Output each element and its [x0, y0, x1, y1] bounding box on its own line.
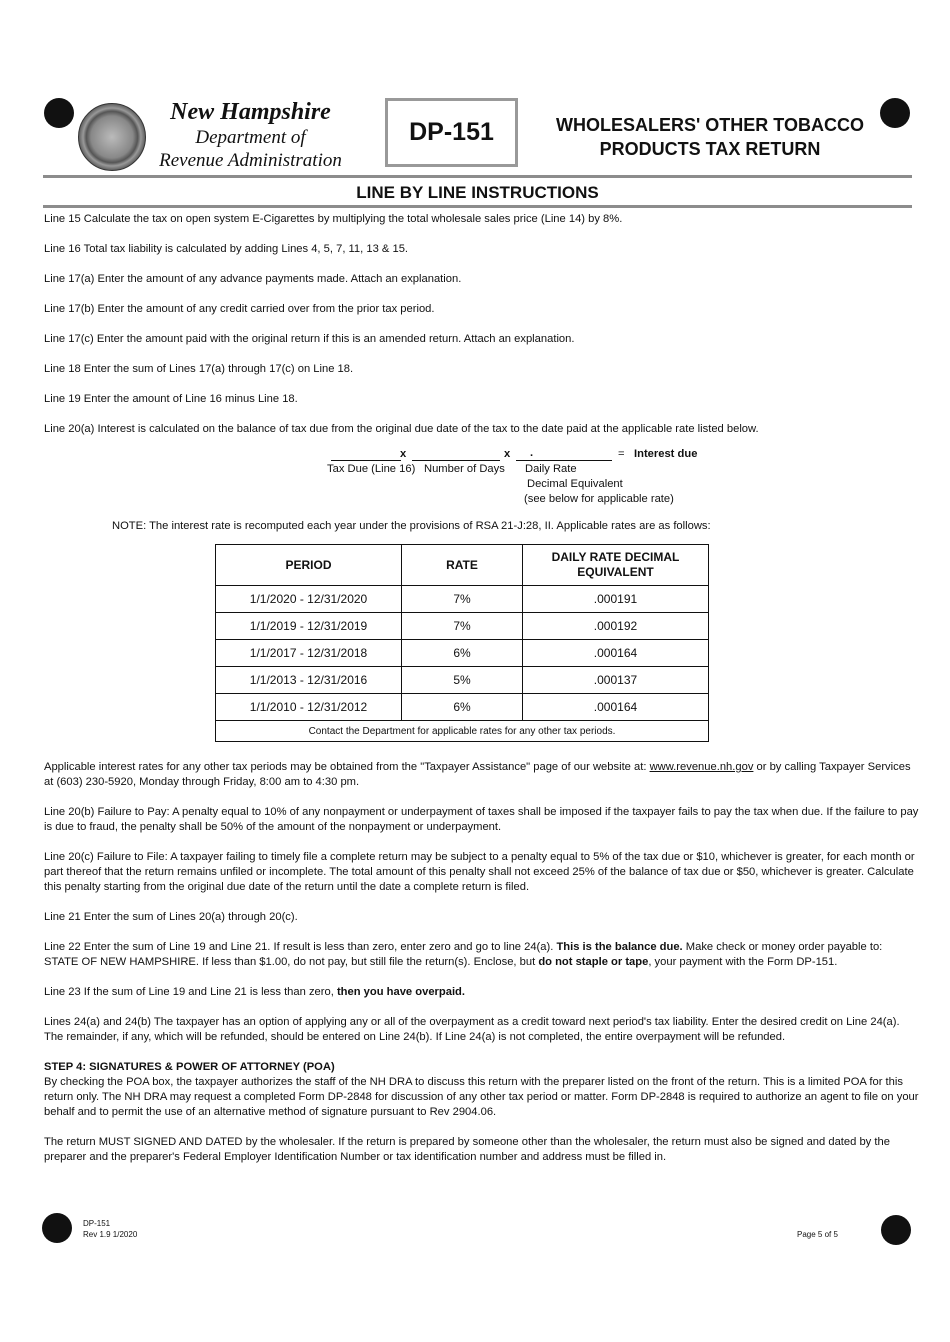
form-number: DP-151 [409, 118, 494, 146]
form-title [545, 113, 875, 161]
applicable-rate-label: (see below for applicable rate) [524, 493, 674, 505]
interest-rate-note: NOTE: The interest rate is recomputed each year under the provisions of RSA 21-J:28, II. Applicable rates are as follows: [112, 520, 711, 532]
section-title: LINE BY LINE INSTRUCTIONS [356, 183, 599, 202]
daily-rate-label: Daily Rate [525, 463, 577, 475]
instruction-line-18: Line 18 Enter the sum of Lines 17(a) through 17(c) on Line 18. [44, 363, 354, 375]
form-number-box [385, 98, 518, 167]
footer-form-info [83, 1218, 137, 1240]
column-header-rate: RATE [402, 545, 523, 586]
instruction-line-15: Line 15 Calculate the tax on open system E-Cigarettes by multiplying the total wholesale sales price (Line 14) by 8%. [44, 213, 623, 225]
equals-sign: = [618, 448, 625, 460]
table-row [216, 667, 709, 694]
applicable-rates-paragraph [44, 760, 919, 790]
line-23-text: Line 23 If the sum of Line 19 and Line 21 is less than zero, [44, 986, 337, 998]
table-row [216, 586, 709, 613]
website-link[interactable]: www.revenue.nh.gov [649, 761, 754, 773]
period-cell: 1/1/2017 - 12/31/2018 [216, 640, 402, 667]
registration-mark-bottom-left [42, 1213, 72, 1243]
instruction-line-20a: Line 20(a) Interest is calculated on the balance of tax due from the original due date of the tax to the date paid at the applicable rate listed below. [44, 423, 759, 435]
instructions-body [44, 212, 919, 1165]
instruction-line-20c: Line 20(c) Failure to File: A taxpayer failing to timely file a complete return may be subject to a penalty equal to 5% of the tax due or $10, whichever is greater, for each month or part thereof that the return remains unfiled or incomplete. The total amount of this penalty shall not exceed 25% of the balance of tax due or $50, whichever is greater. Calculate this penalty starting from the original due date of the return until the date a complete return is filed. [44, 851, 915, 893]
balance-due-emphasis: This is the balance due. [556, 941, 683, 953]
daily-rate-cell: .000137 [523, 667, 709, 694]
step-4-heading: STEP 4: SIGNATURES & POWER OF ATTORNEY (POA) [44, 1061, 335, 1073]
no-staple-emphasis: do not staple or tape [538, 956, 649, 968]
registration-mark-top-left [44, 98, 74, 128]
rate-table-header-row [216, 545, 709, 586]
line-22-text-3: , your payment with the Form DP-151. [648, 956, 838, 968]
period-cell: 1/1/2010 - 12/31/2012 [216, 694, 402, 721]
days-blank [412, 448, 500, 461]
period-cell: 1/1/2020 - 12/31/2020 [216, 586, 402, 613]
state-name: New Hampshire [170, 99, 331, 125]
instruction-line-22 [44, 940, 919, 970]
instruction-line-23 [44, 985, 919, 1000]
overpaid-emphasis: then you have overpaid. [336, 986, 466, 998]
rate-cell: 7% [402, 586, 523, 613]
daily-rate-cell: .000191 [523, 586, 709, 613]
footer-form-number: DP-151 [83, 1219, 111, 1228]
decimal-equivalent-label: Decimal Equivalent [527, 478, 623, 490]
line-22-text-2: Make check or money order payable to: STATE OF NEW HAMPSHIRE. If less than $1.00, do not pay, but still file the return(s). Enclose, but [44, 941, 883, 968]
registration-mark-top-right [880, 98, 910, 128]
interest-rate-table [215, 544, 709, 742]
instruction-line-17b: Line 17(b) Enter the amount of any credit carried over from the prior tax period. [44, 303, 435, 315]
department-name [148, 98, 353, 172]
footer-revision: Rev 1.9 1/2020 [83, 1230, 138, 1239]
instruction-line-17c: Line 17(c) Enter the amount paid with the original return if this is an amended return. Attach an explanation. [44, 333, 575, 345]
instruction-line-20b: Line 20(b) Failure to Pay: A penalty equal to 10% of any nonpayment or underpayment of taxes shall be imposed if the taxpayer fails to pay the tax when due. If the failure to pay is due to fraud, the penalty shall be 50% of the amount of the nonpayment or underpayment. [44, 806, 919, 833]
rate-cell: 6% [402, 640, 523, 667]
column-header-daily-rate: DAILY RATE DECIMAL EQUIVALENT [523, 545, 709, 586]
instruction-line-17a: Line 17(a) Enter the amount of any advance payments made. Attach an explanation. [44, 273, 462, 285]
instruction-line-21: Line 21 Enter the sum of Lines 20(a) through 20(c). [44, 911, 298, 923]
rate-cell: 6% [402, 694, 523, 721]
table-row [216, 640, 709, 667]
dept-line-1: Department of [195, 127, 306, 148]
tax-due-label: Tax Due (Line 16) [327, 463, 416, 475]
table-row [216, 613, 709, 640]
rate-cell: 7% [402, 613, 523, 640]
rate-cell: 5% [402, 667, 523, 694]
interest-formula [44, 445, 919, 515]
applicable-rates-text-end: or by calling Taxpayer Services at (603) 230-5920, Monday through Friday, 8:00 am to 4:30 pm. [44, 761, 911, 788]
registration-mark-bottom-right [881, 1215, 911, 1245]
instruction-line-16: Line 16 Total tax liability is calculated by adding Lines 4, 5, 7, 11, 13 & 15. [44, 243, 409, 255]
instruction-line-19: Line 19 Enter the amount of Line 16 minus Line 18. [44, 393, 298, 405]
days-label: Number of Days [424, 463, 505, 475]
instruction-lines-24: Lines 24(a) and 24(b) The taxpayer has an option of applying any or all of the overpayment as a credit toward next period's tax liability. Enter the desired credit on Line 24(a). The remainder, if any, which will be refunded, should be entered on Line 24(b). If Line 24(a) is not completed, the entire overpayment will be refunded. [44, 1016, 900, 1043]
section-divider [43, 205, 912, 208]
period-cell: 1/1/2013 - 12/31/2016 [216, 667, 402, 694]
table-row [216, 694, 709, 721]
signature-requirements: The return MUST SIGNED AND DATED by the wholesaler. If the return is prepared by someone other than the wholesaler, the return must also be signed and dated by the preparer and the preparer's Federal Employer Identification Number or tax identification number and address must be filled in. [44, 1136, 890, 1163]
multiply-sign-2: x [504, 448, 511, 460]
period-cell: 1/1/2019 - 12/31/2019 [216, 613, 402, 640]
daily-rate-cell: .000192 [523, 613, 709, 640]
form-title-line-2: PRODUCTS TAX RETURN [599, 139, 821, 159]
applicable-rates-text: Applicable interest rates for any other tax periods may be obtained from the "Taxpayer Assistance" page of our website at: [44, 761, 650, 773]
form-title-line-1: WHOLESALERS' OTHER TOBACCO [556, 115, 864, 135]
daily-rate-cell: .000164 [523, 640, 709, 667]
line-22-text: Line 22 Enter the sum of Line 19 and Line 21. If result is less than zero, enter zero and go to line 24(a). [44, 941, 557, 953]
multiply-sign-1: x [400, 448, 407, 460]
state-seal [78, 103, 146, 171]
decimal-point: . [530, 447, 534, 459]
column-header-period: PERIOD [216, 545, 402, 586]
dept-line-2: Revenue Administration [159, 150, 342, 171]
tax-due-blank [331, 448, 401, 461]
interest-due-label: Interest due [634, 448, 698, 460]
step-4-body: By checking the POA box, the taxpayer authorizes the staff of the NH DRA to discuss this return with the preparer listed on the front of the return. This is a limited POA for this return only. The NH DRA may request a completed Form DP-2848 for discussion of any other tax period or matter. Form DP-2848 is required to authorize an agent to file on your behalf and to permit the use of an alternative method of signature pursuant to Rev 2904.06. [44, 1076, 919, 1118]
table-footer-note: Contact the Department for applicable rates for any other tax periods. [216, 721, 709, 742]
table-footer-row [216, 721, 709, 742]
daily-rate-cell: .000164 [523, 694, 709, 721]
header-divider [43, 175, 912, 178]
footer-page-number: Page 5 of 5 [797, 1230, 838, 1239]
